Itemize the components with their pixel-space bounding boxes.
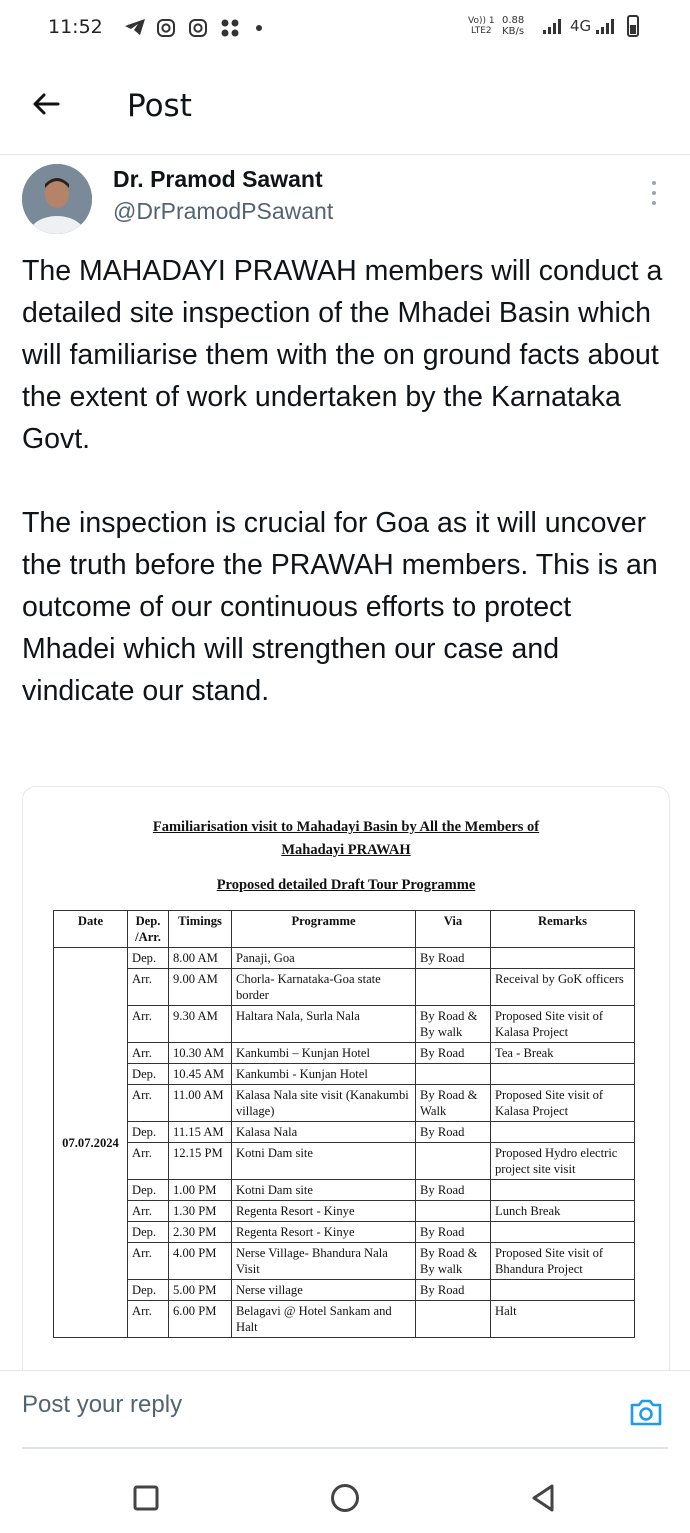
column-header: Via <box>416 911 491 948</box>
network-speed: 0.88 KB/s <box>502 15 525 37</box>
table-cell <box>416 1064 491 1085</box>
instagram-icon <box>188 18 208 38</box>
table-row <box>54 1006 635 1043</box>
table-cell: Dep. <box>128 1280 169 1301</box>
signal-icon <box>543 18 565 34</box>
table-row <box>54 1301 635 1338</box>
system-nav-bar <box>0 1462 690 1533</box>
table-cell: Nerse Village- Bhandura Nala Visit <box>232 1243 416 1280</box>
table-row <box>54 1085 635 1122</box>
reply-input[interactable]: Post your reply <box>22 1391 183 1418</box>
table-row <box>54 1280 635 1301</box>
table-cell: Arr. <box>128 1301 169 1338</box>
table-cell <box>491 1180 635 1201</box>
signal-icon <box>596 18 618 34</box>
table-cell: Kankumbi - Kunjan Hotel <box>232 1064 416 1085</box>
tour-table-body <box>54 948 635 1338</box>
table-cell: Dep. <box>128 1222 169 1243</box>
table-cell <box>416 969 491 1006</box>
recent-apps-button[interactable] <box>126 1478 166 1518</box>
camera-icon[interactable] <box>628 1397 664 1427</box>
table-cell: Kotni Dam site <box>232 1143 416 1180</box>
battery-icon <box>627 15 639 37</box>
table-row <box>54 1064 635 1085</box>
table-cell: Dep. <box>128 1180 169 1201</box>
table-cell: Regenta Resort - Kinye <box>232 1222 416 1243</box>
table-cell: Arr. <box>128 1201 169 1222</box>
top-app-bar <box>0 62 690 155</box>
table-cell <box>416 1301 491 1338</box>
table-cell: Dep. <box>128 948 169 969</box>
document-subtitle: Proposed detailed Draft Tour Programme <box>216 877 476 893</box>
table-row <box>54 969 635 1006</box>
table-cell: Kotni Dam site <box>232 1180 416 1201</box>
table-cell: By Road & By walk <box>416 1006 491 1043</box>
table-cell: Dep. <box>128 1122 169 1143</box>
table-cell: Proposed Hydro electric project site visit <box>491 1143 635 1180</box>
table-cell: By Road <box>416 1180 491 1201</box>
back-button[interactable] <box>30 84 70 124</box>
table-cell: Arr. <box>128 969 169 1006</box>
post-paragraph: The MAHADAYI PRAWAH members will conduct a detailed site inspection of the Mhadei Basin which will familiarise them with the on ground facts about the extent of work undertaken by the Karnataka Govt. <box>22 255 663 455</box>
table-cell <box>491 948 635 969</box>
avatar[interactable] <box>22 164 92 234</box>
table-cell: 8.00 AM <box>169 948 232 969</box>
table-cell: 5.00 PM <box>169 1280 232 1301</box>
author-handle[interactable]: @DrPramodPSawant <box>113 198 334 224</box>
avatar-image <box>22 164 92 234</box>
table-cell <box>491 1064 635 1085</box>
status-bar <box>0 0 690 60</box>
table-cell: Receival by GoK officers <box>491 969 635 1006</box>
column-header: Timings <box>169 911 232 948</box>
table-cell: By Road <box>416 1122 491 1143</box>
table-cell: 9.00 AM <box>169 969 232 1006</box>
table-cell: 4.00 PM <box>169 1243 232 1280</box>
table-cell: By Road & Walk <box>416 1085 491 1122</box>
back-nav-button[interactable] <box>524 1478 564 1518</box>
date-cell: 07.07.2024 <box>54 948 128 1338</box>
table-cell <box>491 1280 635 1301</box>
table-cell <box>416 1143 491 1180</box>
table-cell: By Road <box>416 1043 491 1064</box>
table-cell <box>491 1122 635 1143</box>
home-button[interactable] <box>325 1478 365 1518</box>
table-cell: 11.00 AM <box>169 1085 232 1122</box>
dot-icon <box>255 24 263 32</box>
column-header: Remarks <box>491 911 635 948</box>
table-cell: 1.30 PM <box>169 1201 232 1222</box>
table-cell <box>491 1222 635 1243</box>
table-cell: Kalasa Nala site visit (Kanakumbi village) <box>232 1085 416 1122</box>
table-cell: Chorla- Karnataka-Goa state border <box>232 969 416 1006</box>
post-paragraph: The inspection is crucial for Goa as it will uncover the truth before the PRAWAH members. This is an outcome of our continuous efforts to protect Mhadei which will strengthen our case and vindicate our stand. <box>22 507 658 707</box>
table-cell: Arr. <box>128 1043 169 1064</box>
table-cell: Tea - Break <box>491 1043 635 1064</box>
table-cell: Regenta Resort - Kinye <box>232 1201 416 1222</box>
table-cell: Halt <box>491 1301 635 1338</box>
table-cell <box>416 1201 491 1222</box>
table-cell: Lunch Break <box>491 1201 635 1222</box>
network-type: 4G <box>570 17 592 35</box>
table-cell: Kalasa Nala <box>232 1122 416 1143</box>
table-cell: 2.30 PM <box>169 1222 232 1243</box>
divider <box>22 1447 668 1449</box>
table-cell: Arr. <box>128 1143 169 1180</box>
volte-indicator: Vo)) 1 LTE2 <box>468 16 495 36</box>
table-cell: Dep. <box>128 1064 169 1085</box>
table-cell: 1.00 PM <box>169 1180 232 1201</box>
reply-bar <box>0 1370 690 1449</box>
table-cell: Proposed Site visit of Bhandura Project <box>491 1243 635 1280</box>
table-cell: By Road <box>416 948 491 969</box>
table-header-row <box>54 911 635 948</box>
instagram-icon <box>156 18 176 38</box>
telegram-icon <box>124 18 146 36</box>
table-row <box>54 1243 635 1280</box>
table-cell: Belagavi @ Hotel Sankam and Halt <box>232 1301 416 1338</box>
column-header: Dep. /Arr. <box>128 911 169 948</box>
column-header: Date <box>54 911 128 948</box>
column-header: Programme <box>232 911 416 948</box>
table-cell: Haltara Nala, Surla Nala <box>232 1006 416 1043</box>
table-cell: 9.30 AM <box>169 1006 232 1043</box>
table-cell: 6.00 PM <box>169 1301 232 1338</box>
more-options-button[interactable] <box>642 178 666 208</box>
table-cell: By Road & By walk <box>416 1243 491 1280</box>
table-cell: Arr. <box>128 1006 169 1043</box>
document-title: Mahadayi PRAWAH <box>281 842 411 858</box>
table-cell: Arr. <box>128 1243 169 1280</box>
table-row <box>54 1043 635 1064</box>
table-cell: By Road <box>416 1222 491 1243</box>
table-row <box>54 1143 635 1180</box>
table-cell: Proposed Site visit of Kalasa Project <box>491 1085 635 1122</box>
table-row <box>54 1122 635 1143</box>
tour-table <box>53 910 635 1338</box>
table-cell: 10.30 AM <box>169 1043 232 1064</box>
table-row <box>54 1180 635 1201</box>
table-row <box>54 1222 635 1243</box>
post-media-image[interactable] <box>22 786 670 1388</box>
document-title: Familiarisation visit to Mahadayi Basin by All the Members of <box>152 819 540 835</box>
table-row <box>54 1201 635 1222</box>
table-cell: Nerse village <box>232 1280 416 1301</box>
app-icon <box>220 18 240 38</box>
table-row <box>54 948 635 969</box>
post-text <box>22 250 672 712</box>
table-cell: 11.15 AM <box>169 1122 232 1143</box>
table-cell: Proposed Site visit of Kalasa Project <box>491 1006 635 1043</box>
page-title: Post <box>127 88 192 124</box>
table-cell: Kankumbi – Kunjan Hotel <box>232 1043 416 1064</box>
table-cell: Panaji, Goa <box>232 948 416 969</box>
tour-programme-document <box>23 787 669 1387</box>
author-name[interactable]: Dr. Pramod Sawant <box>113 166 323 192</box>
arrow-left-icon <box>30 88 62 120</box>
table-cell: Arr. <box>128 1085 169 1122</box>
table-cell: 10.45 AM <box>169 1064 232 1085</box>
table-cell: By Road <box>416 1280 491 1301</box>
table-cell: 12.15 PM <box>169 1143 232 1180</box>
status-time: 11:52 <box>48 16 103 38</box>
